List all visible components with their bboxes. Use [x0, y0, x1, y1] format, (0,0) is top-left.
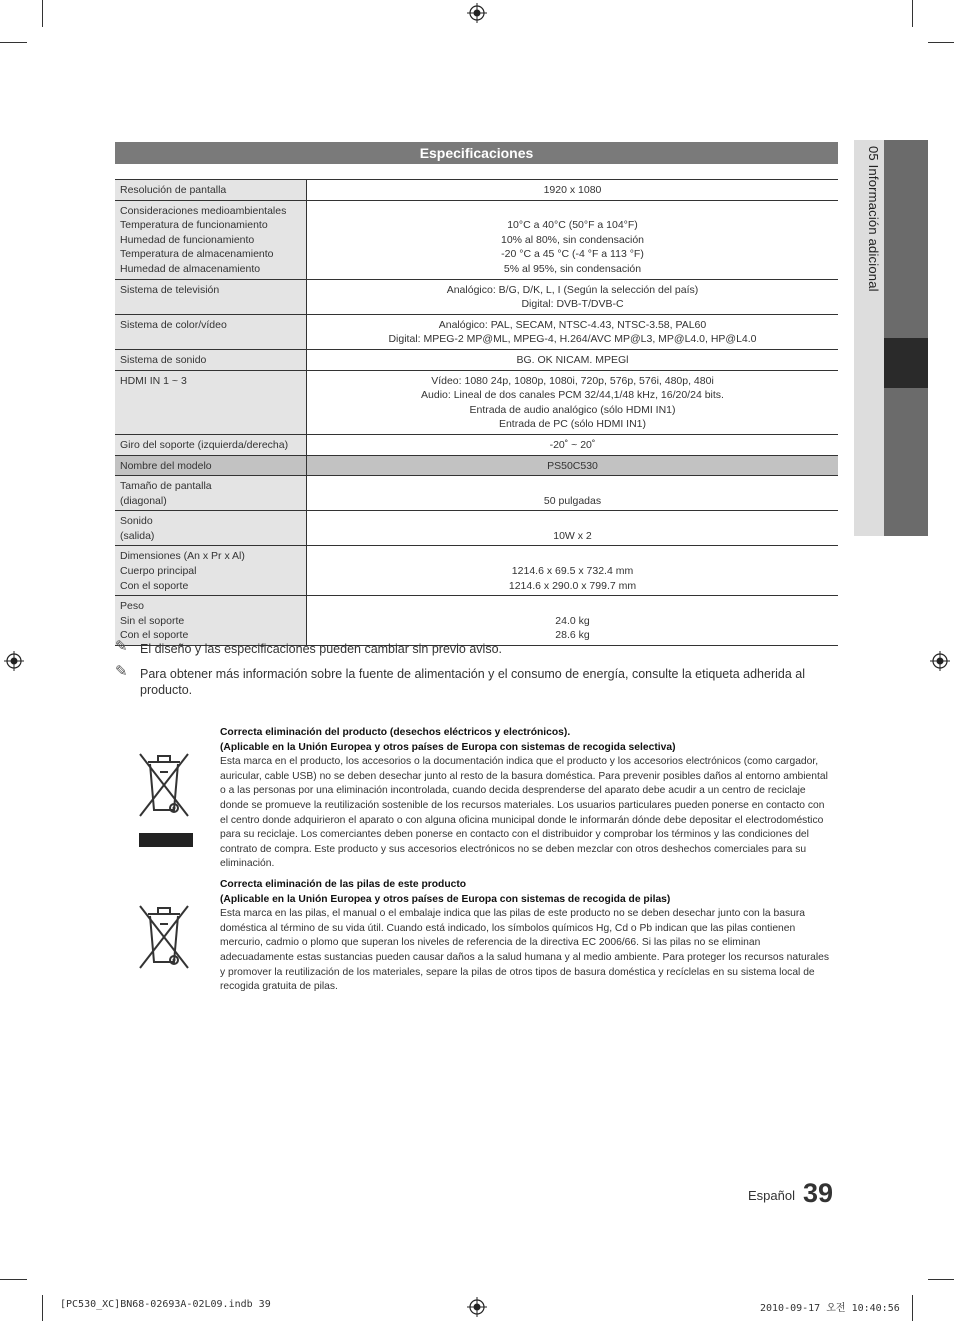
spec-label-line: Sin el soporte: [120, 614, 185, 627]
spec-value: [307, 349, 839, 370]
spec-label-line: Nombre del modelo: [120, 459, 212, 472]
spec-value: [307, 546, 839, 596]
spec-value: [307, 511, 839, 546]
crop-mark: [928, 1279, 954, 1280]
crossed-bin-icon: [134, 750, 194, 820]
spec-label-line: Consideraciones medioambientales: [120, 204, 287, 217]
note-item: [115, 663, 840, 698]
spec-value-line: 10W x 2: [553, 529, 592, 542]
spec-row: [115, 314, 838, 349]
battery-disposal-block: [220, 878, 835, 995]
spec-row: [115, 511, 838, 546]
registration-mark-icon: [467, 3, 487, 23]
spec-value-line: -20˚ ~ 20˚: [549, 438, 596, 451]
bin-bar: [139, 833, 193, 847]
spec-row: [115, 349, 838, 370]
crop-mark: [0, 42, 27, 43]
spec-value-line: 24.0 kg: [555, 614, 590, 627]
spec-label: [115, 180, 307, 201]
spec-label-line: Sistema de televisión: [120, 283, 220, 296]
spec-label-line: Sonido: [120, 515, 153, 528]
spec-value-line: 50 pulgadas: [543, 494, 602, 507]
spec-value-line: -20 °C a 45 °C (-4 °F a 113 °F): [501, 248, 644, 261]
spec-row: [115, 200, 838, 279]
spec-label: [115, 455, 307, 476]
note-text: El diseño y las especificaciones pueden cambiar sin previo aviso.: [140, 642, 502, 656]
spec-label-line: Sistema de color/vídeo: [120, 318, 227, 331]
spec-label: [115, 511, 307, 546]
disposal-body: Esta marca en las pilas, el manual o el embalaje indica que las pilas de este producto no se deben desechar junto con la basura doméstica al término de su vida útil. Cuando está indicado, los símbolos químicos Hg, Cd o Pb indican que las pilas contienen mercurio, cadmio o plomo que superan los niveles de referencia de la directiva EC 2006/66. Si las pilas no se eliminan adecuadamente estas sustancias pueden causar daños a la salud humana y al medio ambiente. Para proteger los recursos naturales y promover la reutilización de los materiales, separe la pilas de otros tipos de basura doméstica y recíclelas en su sistema local de recogida gratuita de pilas.: [220, 908, 830, 993]
spec-value-line: Digital: MPEG-2 MP@ML, MPEG-4, H.264/AVC MP@L3, MP@L4.0, HP@L4.0: [388, 333, 757, 346]
spec-row: [115, 434, 838, 455]
spec-value-line: 10°C a 40°C (50°F a 104°F): [507, 219, 638, 232]
spec-row: [115, 455, 838, 476]
print-slug-timestamp: 2010-09-17 오전 10:40:56: [760, 1303, 900, 1314]
spec-value-line: 1214.6 x 69.5 x 732.4 mm: [511, 565, 634, 578]
disposal-subtitle: (Aplicable en la Unión Europea y otros países de Europa con sistemas de recogida de pilas): [220, 893, 671, 905]
crop-mark: [912, 1295, 913, 1321]
spec-label: [115, 314, 307, 349]
note-item: [115, 638, 840, 657]
spec-value-line: Audio: Lineal de dos canales PCM 32/44,1/48 kHz, 16/20/24 bits.: [421, 389, 724, 402]
crop-mark: [42, 0, 43, 27]
spec-value-line: PS50C530: [547, 459, 598, 472]
page-number: 39: [803, 1178, 834, 1208]
crop-mark: [42, 1295, 43, 1321]
spec-value-line: Digital: DVB-T/DVB-C: [521, 298, 624, 311]
spec-label-line: Humedad de almacenamiento: [120, 262, 261, 275]
spec-value-line: 5% al 95%, sin condensación: [503, 262, 642, 275]
section-title: Especificaciones: [115, 142, 838, 164]
spec-value-line: Entrada de PC (sólo HDMI IN1): [498, 418, 647, 431]
registration-mark-icon: [4, 651, 24, 671]
spec-label-line: (salida): [120, 529, 155, 542]
spec-value-line: 1214.6 x 290.0 x 799.7 mm: [508, 579, 637, 592]
spec-label-line: Sistema de sonido: [120, 353, 207, 366]
spec-label-line: Resolución de pantalla: [120, 184, 227, 196]
product-disposal-block: [220, 726, 835, 872]
spec-value-line: Vídeo: 1080 24p, 1080p, 1080i, 720p, 576p, 576i, 480p, 480i: [431, 374, 714, 387]
spec-value-line: 10% al 80%, sin condensación: [500, 233, 644, 246]
spec-table: [115, 179, 838, 646]
crop-mark: [928, 42, 954, 43]
spec-label: [115, 279, 307, 314]
spec-value: [307, 596, 839, 646]
footer-language: Español: [748, 1188, 795, 1203]
spec-row: [115, 370, 838, 434]
disposal-title: Correcta eliminación de las pilas de este producto: [220, 879, 467, 890]
spec-label: [115, 370, 307, 434]
spec-value: [307, 434, 839, 455]
disposal-subtitle: (Aplicable en la Unión Europea y otros países de Europa con sistemas de recogida selectiva): [220, 741, 676, 753]
spec-value: [307, 370, 839, 434]
disposal-body: Esta marca en el producto, los accesorios o la documentación indica que el producto y los accesorios electrónicos (como cargador, auricular, cable USB) no se deben desechar junto al resto de la basura doméstica. Para prevenir posibles daños al entorno ambiental o a las personas por una eliminación incontrolada, cuando decida desprenderse del aparato debe acudir a un centro de reciclaje donde se promueve la reutilización sostenible de los recursos materiales. Los usuarios particulares pueden ponerse en contacto con el centro donde adquirieron el aparato o con alguna oficina municipal donde le informarán dónde debe depositar el electrodoméstico para su reciclaje. Los comerciantes deben ponerse en contacto con el distribuidor y comprobar los términos y las condiciones del contrato de compra. Este producto y sus accesorios electrónicos no se deben mezclar con otros deshechos comerciales para su eliminación.: [220, 756, 828, 870]
spec-value: [307, 455, 839, 476]
spec-label-line: Tamaño de pantalla: [120, 480, 212, 493]
spec-label: [115, 434, 307, 455]
crop-mark: [0, 1279, 27, 1280]
spec-value-line: Analógico: PAL, SECAM, NTSC-4.43, NTSC-3.58, PAL60: [438, 318, 707, 331]
spec-label: [115, 200, 307, 279]
registration-mark-icon: [467, 1297, 487, 1317]
spec-row: [115, 476, 838, 511]
spec-label: [115, 596, 307, 646]
spec-row: [115, 546, 838, 596]
spec-value-line: 1920 x 1080: [543, 184, 602, 196]
chapter-label: 05 Información adicional: [866, 146, 881, 292]
spec-value: [307, 314, 839, 349]
note-text: Para obtener más información sobre la fuente de alimentación y el consumo de energía, consulte la etiqueta adherida al producto.: [140, 667, 805, 697]
spec-row: [115, 279, 838, 314]
spec-value-line: Analógico: B/G, D/K, L, I (Según la selección del país): [446, 283, 699, 296]
spec-label: [115, 476, 307, 511]
spec-value-line: BG. OK NICAM. MPEGl: [516, 353, 629, 366]
spec-value: [307, 180, 839, 201]
spec-value: [307, 200, 839, 279]
spec-row: [115, 596, 838, 646]
registration-mark-icon: [930, 651, 950, 671]
spec-label-line: Humedad de funcionamiento: [120, 233, 255, 246]
spec-label-line: Cuerpo principal: [120, 565, 197, 578]
spec-label-line: Temperatura de funcionamiento: [120, 219, 268, 232]
pen-note-icon: ✎: [115, 663, 128, 680]
spec-label-line: Con el soporte: [120, 579, 189, 592]
spec-label-line: Temperatura de almacenamiento: [120, 248, 274, 261]
crossed-bin-icon: [134, 902, 194, 972]
spec-value-line: 28.6 kg: [555, 629, 590, 642]
crop-mark: [912, 0, 913, 27]
spec-label-line: HDMI IN 1 ~ 3: [120, 374, 187, 387]
spec-row: [115, 180, 838, 201]
spec-value: [307, 476, 839, 511]
spec-value-line: Entrada de audio analógico (sólo HDMI IN1): [469, 403, 676, 416]
spec-label-line: Peso: [120, 600, 144, 613]
spec-label: [115, 349, 307, 370]
spec-label-line: Con el soporte: [120, 629, 189, 642]
chapter-tab-marker: [884, 338, 928, 388]
disposal-title: Correcta eliminación del producto (desechos eléctricos y electrónicos).: [220, 727, 571, 738]
spec-label-line: (diagonal): [120, 494, 167, 507]
spec-value: [307, 279, 839, 314]
spec-label-line: Giro del soporte (izquierda/derecha): [120, 438, 289, 451]
pen-note-icon: ✎: [115, 638, 128, 655]
spec-label-line: Dimensiones (An x Pr x Al): [120, 550, 245, 563]
print-slug-file: [PC530_XC]BN68-02693A-02L09.indb 39: [60, 1299, 271, 1310]
spec-label: [115, 546, 307, 596]
